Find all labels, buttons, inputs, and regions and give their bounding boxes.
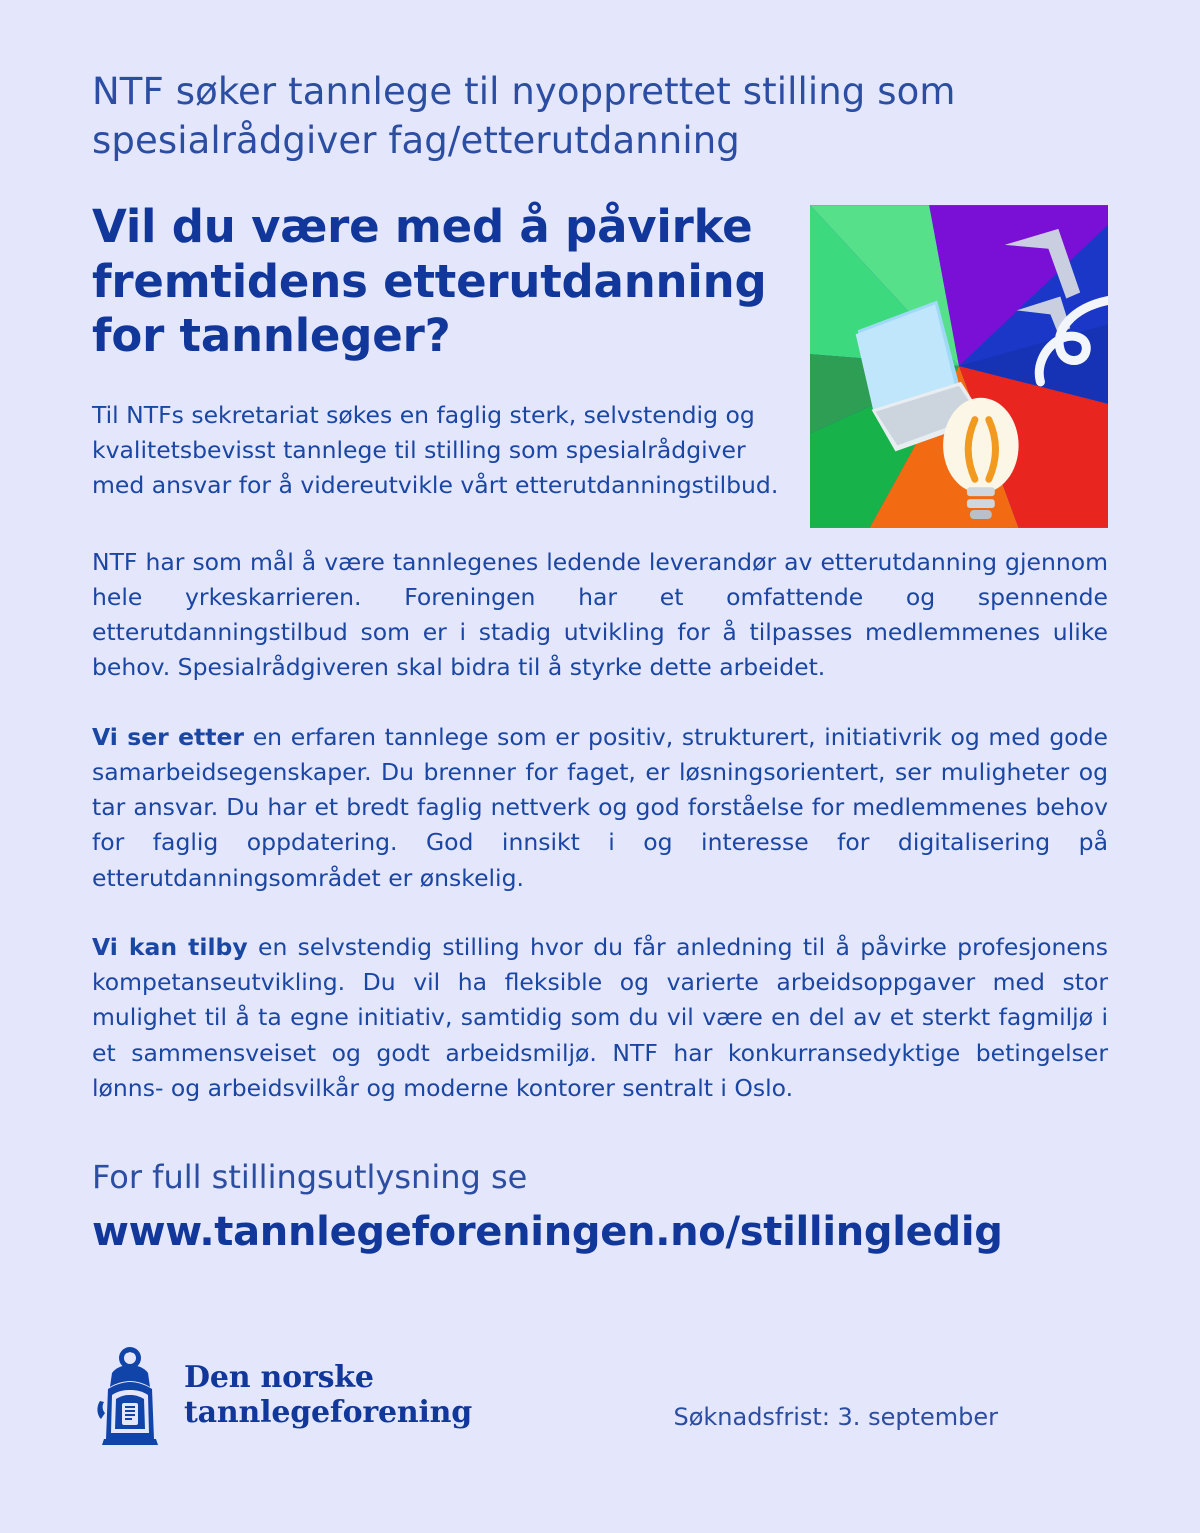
paragraph-mission bbox=[92, 545, 1108, 686]
paragraph-we-are-looking-for bbox=[92, 720, 1108, 896]
brand-name-line1: Den norske bbox=[184, 1359, 374, 1395]
hero-section bbox=[92, 200, 1108, 503]
ad-kicker: NTF søker tannlege til nyopprettet stilling som spesialrådgiver fag/etterutdanning bbox=[92, 70, 956, 162]
paragraph-lead: Vi ser etter bbox=[92, 722, 245, 751]
ad-headline: Vil du være med å påvirke fremtidens etterutdanning for tannleger? bbox=[92, 199, 767, 363]
paragraph-text: en selvstendig stilling hvor du får anledning til å påvirke profesjonens kompetanseutvikling. Du vil ha fleksible og varierte arbeidsoppgaver med stor mulighet til å ta egne initiativ, samtidig som du vil være en del av et sterkt fagmiljø i et sammensveiset og godt arbeidsmiljø. NTF har konkurransedyktige betingelser lønns- og arbeidsvilkår og moderne kontorer sentralt i Oslo. bbox=[92, 932, 1108, 1102]
call-to-action bbox=[92, 1158, 1108, 1254]
brand-name bbox=[184, 1360, 472, 1431]
brand-lockup bbox=[92, 1343, 472, 1447]
paragraph-lead: Vi kan tilby bbox=[92, 932, 248, 961]
cta-url-link[interactable]: www.tannlegeforeningen.no/stillingledig bbox=[92, 1208, 1003, 1255]
application-deadline: Søknadsfrist: 3. september bbox=[673, 1403, 998, 1431]
paragraph-text: en erfaren tannlege som er positiv, strukturert, initiativrik og med gode samarbeidsegenskaper. Du brenner for faget, er løsningsorientert, ser muligheter og tar ansvar. Du har et bredt faglig nettverk og god forståelse for medlemmenes behov for faglig oppdatering. God innsikt i og interesse for digitalisering på etterutdanningsområdet er ønskelig. bbox=[92, 722, 1109, 892]
footer bbox=[92, 1343, 1108, 1447]
ntf-crest-icon bbox=[92, 1343, 168, 1447]
brand-name-line2: tannlegeforening bbox=[184, 1395, 473, 1430]
paragraph-text: NTF har som mål å være tannlegenes ledende leverandør av etterutdanning gjennom hele yrkeskarrieren. Foreningen har et omfattende og spennende etterutdanningstilbud som er i stadig utvikling for å tilpasses medlemmenes ulike behov. Spesialrådgiveren skal bidra til å styrke dette arbeidet. bbox=[92, 547, 1108, 682]
paragraph-we-offer bbox=[92, 930, 1108, 1106]
ad-body bbox=[92, 545, 1108, 1107]
cta-lead-text: For full stillingsutlysning se bbox=[92, 1158, 528, 1197]
illustration-abstract-laptop-lightbulb-collage bbox=[810, 204, 1108, 529]
ad-intro: Til NTFs sekretariat søkes en faglig sterk, selvstendig og kvalitetsbevisst tannlege til stilling som spesialrådgiver med ansvar for å videreutvikle vårt etterutdanningstilbud. bbox=[92, 401, 779, 499]
